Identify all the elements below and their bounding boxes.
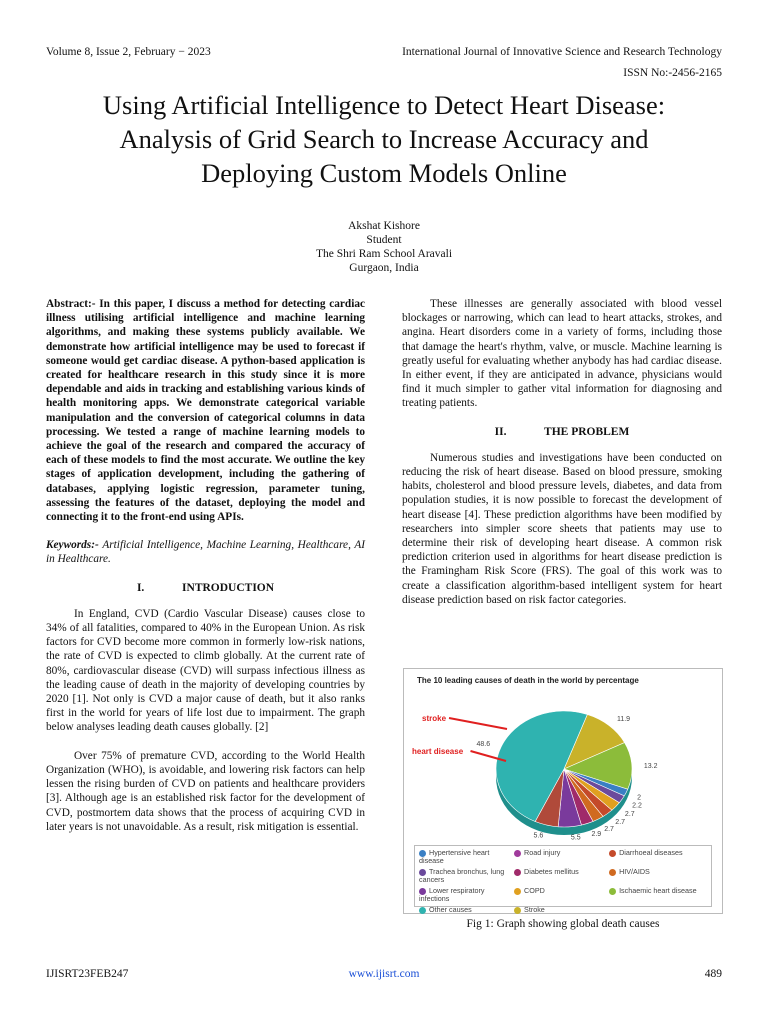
legend-swatch	[514, 907, 521, 914]
title-line-1: Using Artificial Intelligence to Detect Heart Disease:	[102, 90, 666, 120]
section-2-number: II.	[494, 425, 507, 438]
footer-article-id: IJISRT23FEB247	[46, 968, 129, 980]
legend-label: Hypertensive heart disease	[419, 848, 490, 865]
section-2-title: THE PROBLEM	[544, 425, 630, 438]
pie-value-label: 2.2	[632, 802, 642, 810]
chart-title: The 10 leading causes of death in the world by percentage	[417, 676, 639, 685]
annotation-stroke: stroke	[422, 714, 447, 723]
section-2-heading	[402, 425, 722, 439]
legend-label: Diabetes mellitus	[524, 867, 579, 876]
legend-label: COPD	[524, 886, 545, 895]
abstract	[46, 297, 365, 524]
pie-value-label: 13.2	[643, 763, 658, 771]
legend-item	[514, 887, 609, 895]
section-1-number: I.	[136, 581, 145, 594]
legend-swatch	[609, 888, 616, 895]
author-name: Akshat Kishore	[348, 220, 420, 232]
pie-value-label: 5.5	[570, 834, 581, 842]
annotation-arrow	[449, 718, 507, 729]
pie-value-label: 5.6	[533, 832, 544, 840]
keywords-label: Keywords:-	[46, 539, 99, 552]
pie-value-label: 2.7	[624, 811, 635, 819]
abstract-text: :- In this paper, I discuss a method for detecting cardiac illness utilising artificial intelligence and machine learning algorithms, and making these systems publicly available. We demonstrate how artificial intelligence may be used to forecast if someone would get cardiac disease. A python-based application is created for healthcare research in this study since it is more dependable and aids in tracking and establishing various kinds of health monitoring apps. We demonstrate categorical variable manipulation and the conversion of categorical columns in data processing. We tested a range of machine learning models to achieve the goal of the research and compared the accuracy of each of these models to find the most accurate. We outline the key stages of application development, including the gathering of databases, applying logistic regression, parameter tuning, assessing the features of the dataset, deploying the model and connecting it to the front-end using APIs.	[46, 298, 365, 524]
keywords-text: Artificial Intelligence, Machine Learning, Healthcare, AI in Healthcare.	[46, 539, 365, 566]
legend-label: Stroke	[524, 905, 545, 914]
title-line-3: Deploying Custom Models Online	[201, 158, 567, 188]
header-journal: International Journal of Innovative Science and Research Technology	[402, 46, 722, 58]
pie-value-label: 2.7	[604, 825, 614, 833]
pie-value-label: 11.9	[616, 716, 631, 724]
legend-label: Diarrhoeal diseases	[619, 848, 683, 857]
legend-label: Lower respiratory infections	[419, 886, 485, 903]
header-issn: ISSN No:-2456-2165	[623, 67, 722, 79]
legend-swatch	[609, 850, 616, 857]
abstract-label: Abstract	[46, 298, 89, 310]
annotation-heart-disease: heart disease	[412, 747, 464, 756]
pie-chart	[404, 669, 722, 844]
pie-value-label: 2.7	[615, 819, 626, 827]
author-affiliation: The Shri Ram School Aravali	[315, 248, 453, 260]
pie-value-label: 48.6	[476, 740, 491, 748]
legend-label: Other causes	[429, 905, 472, 914]
legend-item	[609, 849, 704, 857]
legend-item	[419, 906, 514, 914]
section-1-title: INTRODUCTION	[182, 581, 275, 594]
legend-item	[419, 849, 514, 865]
paper-title	[30, 88, 738, 190]
legend-item	[609, 887, 704, 895]
figure-caption: Fig 1: Graph showing global death causes	[466, 918, 660, 930]
legend-swatch	[419, 907, 426, 914]
legend-label: HIV/AIDS	[619, 867, 650, 876]
footer-website-link[interactable]: www.ijisrt.com	[348, 968, 420, 980]
legend-label: Road injury	[524, 848, 561, 857]
figure-chart	[403, 668, 723, 914]
right-column	[402, 297, 722, 607]
left-column	[46, 297, 365, 834]
legend-item	[514, 849, 609, 857]
author-role: Student	[366, 234, 402, 246]
problem-paragraph: Numerous studies and investigations have been conducted on reducing the risk of heart disease. Based on blood pressure, smoking habits, cholesterol and blood pressure levels, diabetes, and data from population studies, it is now possible to forecast the development of heart disease [4]. These prediction algorithms have been modified by researchers into simpler score sheets that patients may use to determine their risk of developing heart disease. A common risk prediction criterion used in algorithms for heart disease prediction is the Framingham Risk Score (FRS). The goal of this work was to create a classification algorithm-based intelligent system for heart disease prediction based on risk factor categories.	[402, 451, 722, 606]
legend-swatch	[609, 869, 616, 876]
legend-swatch	[514, 888, 521, 895]
author-location: Gurgaon, India	[349, 262, 419, 274]
legend-item	[609, 868, 704, 876]
header-volume: Volume 8, Issue 2, February − 2023	[46, 46, 211, 58]
intro-paragraph-2: Over 75% of premature CVD, according to the World Health Organization (WHO), is avoidable, and lowering risk factors can help lessen the rising burden of CVD on patients and healthcare providers [3]. Although age is an established risk factor for the development of CVD, postmortem data shows that the process of acquiring CVD in later years is not unavoidable. As a result, risk mitigation is essential.	[46, 749, 365, 833]
legend-item	[514, 868, 609, 876]
right-intro-paragraph: These illnesses are generally associated with blood vessel blockages or narrowing, which can lead to heart attacks, strokes, and angina. Heart disorders come in a variety of forms, including those that damage the heart's rhythm, valve, or muscle. Machine learning is greatly useful for evaluating whether anybody has had cardiac disease. In either event, if they are anticipated in advance, physicians would find it much simpler to gather vital information for diagnosing and treating patients.	[402, 298, 722, 410]
pie-value-label: 2.9	[591, 830, 602, 838]
legend-item	[419, 887, 514, 903]
pie-value-label: 2	[637, 794, 641, 802]
legend-label: Ischaemic heart disease	[619, 886, 697, 895]
legend-label: Trachea bronchus, lung cancers	[419, 867, 505, 884]
section-1-heading	[46, 581, 365, 595]
legend-swatch	[514, 850, 521, 857]
legend-swatch	[514, 869, 521, 876]
chart-legend	[414, 845, 712, 914]
keywords	[46, 538, 365, 566]
intro-paragraph-1: In England, CVD (Cardio Vascular Disease) causes close to 34% of all fatalities, compared to 40% in the European Union. As risk factors for CVD become more common in formerly low-risk nations, the rate of CVD is expected to climb globally. At the current rate of 80%, cardiovascular disease (CVD) will surpass infectious illness as the leading cause of death in the majority of developing countries by 2020 [1]. Not only is CVD a major cause of death, but it also ranks first in the world for years of life lost due to impairment. The graph below analyses leading death causes globally. [2]	[46, 607, 365, 734]
legend-item	[419, 868, 514, 884]
title-line-2: Analysis of Grid Search to Increase Accuracy and	[119, 124, 649, 154]
footer-page-number: 489	[704, 968, 722, 980]
legend-item	[514, 906, 609, 914]
